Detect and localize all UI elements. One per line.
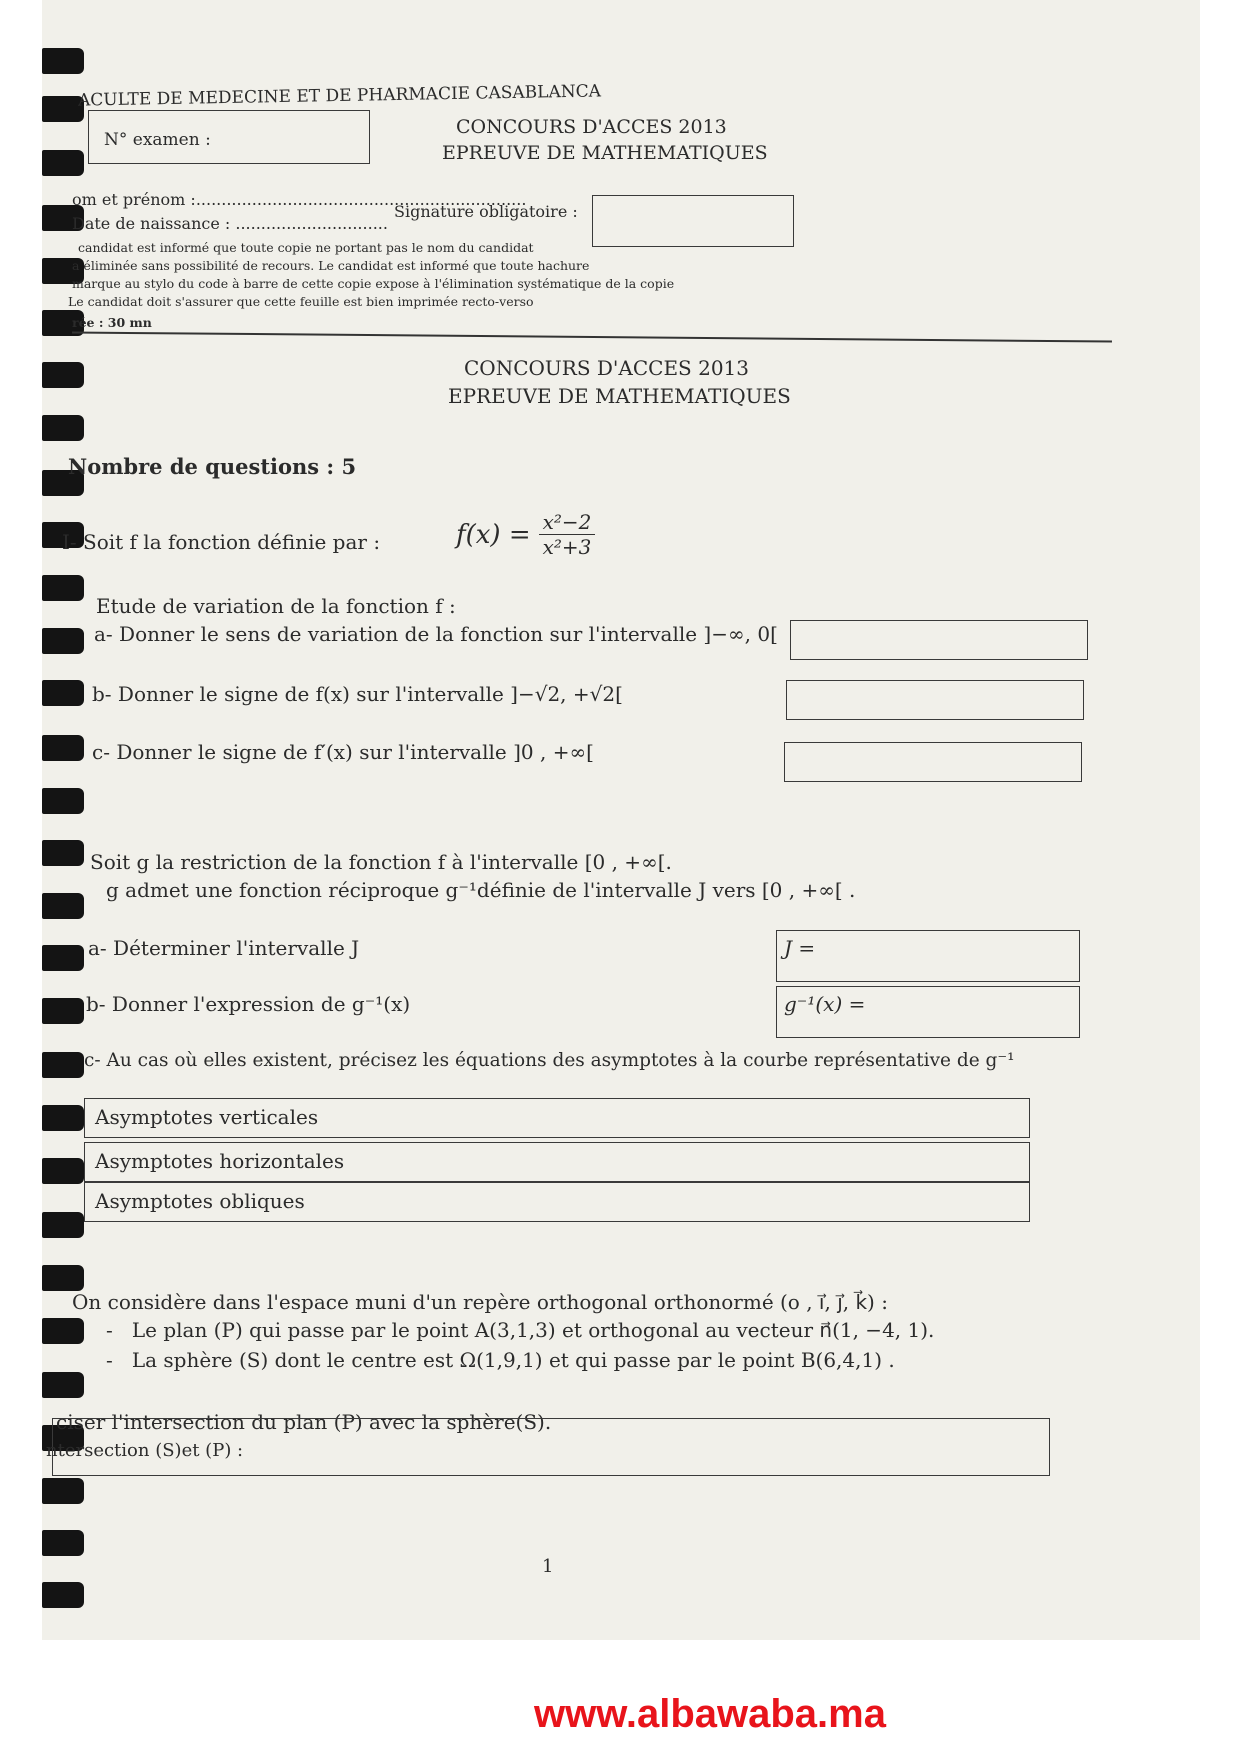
- notice-line: candidat est informé que toute copie ne portant pas le nom du candidat: [78, 240, 534, 255]
- f-lhs: f(x) =: [456, 519, 531, 550]
- watermark-url[interactable]: www.albawaba.ma: [534, 1692, 886, 1736]
- asymptote-row-oblique[interactable]: Asymptotes obliques: [84, 1182, 1030, 1222]
- notice-line: a éliminée sans possibilité de recours. Le candidat est informé que toute hachure: [72, 258, 590, 273]
- intersection-label: ntersection (S)et (P) :: [46, 1440, 244, 1461]
- notice-line: Le candidat doit s'assurer que cette feuille est bien imprimée recto-verso: [68, 294, 534, 309]
- q1-sub1-heading: Etude de variation de la fonction f :: [96, 594, 456, 618]
- notice-line: marque au stylo du code à barre de cette copie expose à l'élimination systématique de la copie: [72, 276, 675, 291]
- q2-item1: - Le plan (P) qui passe par le point A(3,1,3) et orthogonal au vecteur n⃗(1, −4, 1).: [106, 1318, 935, 1342]
- duration: rée : 30 mn: [72, 315, 152, 330]
- answer-box-c[interactable]: [784, 742, 1082, 782]
- page-number: 1: [542, 1556, 554, 1577]
- birthdate-field: Date de naissance : ..............................: [72, 214, 388, 233]
- fraction: [539, 510, 596, 559]
- q1-sub2-a: a- Déterminer l'intervalle J: [88, 936, 360, 960]
- title-epreuve: EPREUVE DE MATHEMATIQUES: [448, 384, 791, 408]
- answer-box-a[interactable]: [790, 620, 1088, 660]
- q2-item2-text: La sphère (S) dont le centre est Ω(1,9,1) et qui passe par le point B(6,4,1) .: [131, 1348, 895, 1372]
- q1-sub2-line2: g admet une fonction réciproque g⁻¹définie de l'intervalle J vers [0 , +∞[ .: [106, 878, 856, 902]
- q1-sub2-c: c- Au cas où elles existent, précisez les équations des asymptotes à la courbe représentative de g⁻¹: [84, 1050, 1015, 1071]
- answer-box-j[interactable]: [776, 930, 1080, 982]
- signature-box: [592, 195, 794, 247]
- f-denominator: x²+3: [542, 535, 592, 559]
- answer-box-ginv-label: g⁻¹(x) =: [784, 992, 866, 1016]
- faculty-name: ACULTE DE MEDECINE ET DE PHARMACIE CASABLANCA: [77, 81, 602, 111]
- q1-c: c- Donner le signe de f′(x) sur l'intervalle ]0 , +∞[: [92, 740, 594, 764]
- answer-box-b[interactable]: [786, 680, 1084, 720]
- scanned-page: [42, 0, 1200, 1640]
- header-divider: [72, 331, 1112, 342]
- q1-b: b- Donner le signe de f(x) sur l'intervalle ]−√2, +√2[: [92, 682, 623, 706]
- header-epreuve: EPREUVE DE MATHEMATIQUES: [442, 142, 768, 164]
- f-numerator: x²−2: [539, 510, 596, 535]
- q2-item2: - La sphère (S) dont le centre est Ω(1,9,1) et qui passe par le point B(6,4,1) .: [106, 1348, 895, 1372]
- function-definition: [456, 510, 595, 559]
- q1-sub2-line1: Soit g la restriction de la fonction f à l'intervalle [0 , +∞[.: [90, 850, 672, 874]
- q1-label: I- Soit f la fonction définie par :: [62, 530, 381, 554]
- signature-label: Signature obligatoire :: [394, 202, 578, 221]
- asymptote-row-horizontal[interactable]: Asymptotes horizontales: [84, 1142, 1030, 1182]
- q1-a: a- Donner le sens de variation de la fonction sur l'intervalle ]−∞, 0[: [94, 622, 778, 646]
- asymptote-row-vertical[interactable]: Asymptotes verticales: [84, 1098, 1030, 1138]
- q2-item1-text: Le plan (P) qui passe par le point A(3,1,3) et orthogonal au vecteur n⃗(1, −4, 1).: [131, 1318, 935, 1342]
- question-count: Nombre de questions : 5: [68, 454, 357, 479]
- q1-sub2-b: b- Donner l'expression de g⁻¹(x): [86, 992, 411, 1016]
- title-concours: CONCOURS D'ACCES 2013: [464, 356, 750, 380]
- name-field: om et prénom :.................................................................: [72, 190, 527, 209]
- answer-box-j-label: J =: [784, 936, 816, 960]
- q2-intro: On considère dans l'espace muni d'un repère orthogonal orthonormé (o , i⃗, j⃗, k⃗) :: [72, 1290, 888, 1314]
- q2-task: ciser l'intersection du plan (P) avec la sphère(S).: [56, 1410, 552, 1434]
- exam-number-label: N° examen :: [104, 130, 211, 150]
- header-concours: CONCOURS D'ACCES 2013: [456, 116, 727, 138]
